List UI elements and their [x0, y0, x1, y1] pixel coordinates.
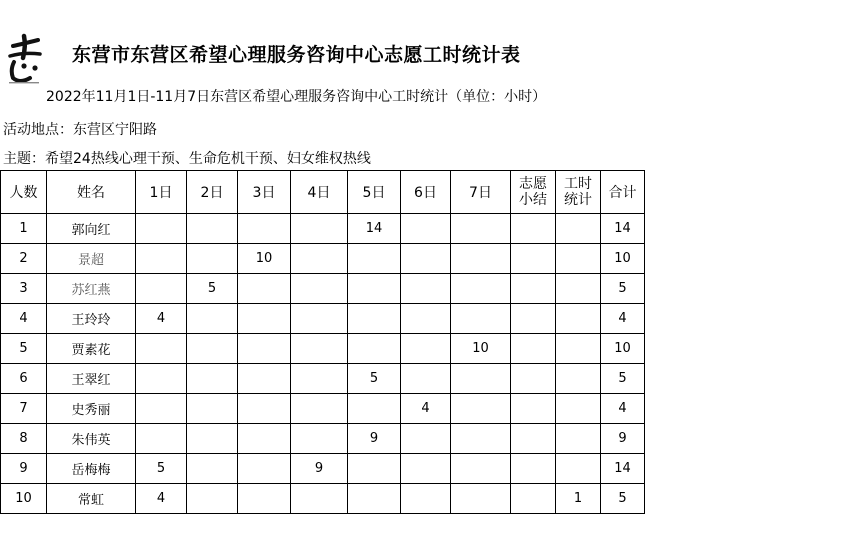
- cell-total: 4: [601, 394, 645, 424]
- cell-count: 1: [1, 214, 47, 244]
- cell-day5: [348, 244, 401, 274]
- cell-day7: [451, 274, 511, 304]
- cell-day5: [348, 394, 401, 424]
- cell-day6: 4: [401, 394, 451, 424]
- cell-day7: [451, 424, 511, 454]
- col-header-day2: 2日: [187, 171, 238, 214]
- cell-day3: [238, 214, 291, 244]
- col-header-day4: 4日: [291, 171, 348, 214]
- cell-hours: [556, 214, 601, 244]
- cell-summary: [511, 394, 556, 424]
- cell-summary: [511, 214, 556, 244]
- table-row: [1, 394, 645, 424]
- cell-day1: [136, 364, 187, 394]
- cell-name: 贾素花: [47, 334, 136, 364]
- cell-name: 王玲玲: [47, 304, 136, 334]
- table-row: [1, 214, 645, 244]
- table-row: [1, 304, 645, 334]
- cell-name: 景超: [47, 244, 136, 274]
- cell-day3: [238, 334, 291, 364]
- cell-day5: 14: [348, 214, 401, 244]
- table-header-row: [1, 171, 645, 214]
- cell-day3: [238, 394, 291, 424]
- cell-day4: [291, 334, 348, 364]
- cell-day5: [348, 454, 401, 484]
- cell-day4: [291, 304, 348, 334]
- cell-day7: [451, 214, 511, 244]
- cell-summary: [511, 454, 556, 484]
- cell-hours: [556, 274, 601, 304]
- cell-count: 8: [1, 424, 47, 454]
- cell-day4: [291, 424, 348, 454]
- cell-count: 10: [1, 484, 47, 514]
- table-row: [1, 334, 645, 364]
- cell-total: 5: [601, 274, 645, 304]
- cell-day1: 4: [136, 484, 187, 514]
- volunteer-logo-icon: [4, 32, 46, 86]
- cell-name: 朱伟英: [47, 424, 136, 454]
- cell-day2: [187, 364, 238, 394]
- table-row: [1, 424, 645, 454]
- cell-day6: [401, 424, 451, 454]
- cell-day6: [401, 334, 451, 364]
- cell-total: 9: [601, 424, 645, 454]
- cell-name: 岳梅梅: [47, 454, 136, 484]
- col-header-day5: 5日: [348, 171, 401, 214]
- cell-hours: [556, 304, 601, 334]
- cell-day2: 5: [187, 274, 238, 304]
- cell-day2: [187, 214, 238, 244]
- cell-count: 4: [1, 304, 47, 334]
- cell-summary: [511, 274, 556, 304]
- cell-day6: [401, 454, 451, 484]
- cell-hours: [556, 424, 601, 454]
- cell-day1: [136, 274, 187, 304]
- page-title: 东营市东营区希望心理服务咨询中心志愿工时统计表: [72, 44, 521, 66]
- cell-day5: [348, 304, 401, 334]
- cell-day3: [238, 454, 291, 484]
- col-header-total: 合计: [601, 171, 645, 214]
- cell-day6: [401, 304, 451, 334]
- cell-day4: [291, 364, 348, 394]
- cell-count: 6: [1, 364, 47, 394]
- table-row: [1, 274, 645, 304]
- cell-day2: [187, 334, 238, 364]
- cell-day7: [451, 304, 511, 334]
- cell-day2: [187, 454, 238, 484]
- cell-count: 7: [1, 394, 47, 424]
- cell-day3: [238, 304, 291, 334]
- cell-day6: [401, 274, 451, 304]
- cell-day5: [348, 274, 401, 304]
- cell-day3: 10: [238, 244, 291, 274]
- cell-total: 14: [601, 214, 645, 244]
- col-header-day3: 3日: [238, 171, 291, 214]
- cell-day4: [291, 394, 348, 424]
- cell-day4: [291, 484, 348, 514]
- cell-total: 14: [601, 454, 645, 484]
- cell-hours: [556, 364, 601, 394]
- volunteer-hours-table: [0, 170, 645, 514]
- table-row: [1, 484, 645, 514]
- cell-day1: [136, 394, 187, 424]
- cell-summary: [511, 364, 556, 394]
- col-header-day7: 7日: [451, 171, 511, 214]
- cell-day7: 10: [451, 334, 511, 364]
- cell-name: 王翠红: [47, 364, 136, 394]
- cell-day3: [238, 364, 291, 394]
- cell-hours: [556, 244, 601, 274]
- activity-location: 活动地点：东营区宁阳路: [3, 122, 157, 138]
- cell-day5: [348, 334, 401, 364]
- cell-hours: [556, 394, 601, 424]
- cell-day2: [187, 394, 238, 424]
- cell-summary: [511, 424, 556, 454]
- cell-day7: [451, 484, 511, 514]
- cell-day1: [136, 214, 187, 244]
- table-row: [1, 364, 645, 394]
- cell-day5: 9: [348, 424, 401, 454]
- cell-total: 5: [601, 484, 645, 514]
- activity-theme: 主题：希望24热线心理干预、生命危机干预、妇女维权热线: [3, 151, 371, 167]
- cell-day6: [401, 484, 451, 514]
- table-row: [1, 454, 645, 484]
- cell-count: 9: [1, 454, 47, 484]
- col-header-count: 人数: [1, 171, 47, 214]
- cell-summary: [511, 244, 556, 274]
- cell-day7: [451, 454, 511, 484]
- cell-summary: [511, 484, 556, 514]
- cell-summary: [511, 304, 556, 334]
- cell-total: 4: [601, 304, 645, 334]
- cell-day3: [238, 424, 291, 454]
- cell-day7: [451, 394, 511, 424]
- cell-day1: [136, 334, 187, 364]
- cell-day6: [401, 214, 451, 244]
- cell-day7: [451, 244, 511, 274]
- cell-day3: [238, 484, 291, 514]
- cell-day3: [238, 274, 291, 304]
- cell-day2: [187, 484, 238, 514]
- cell-day5: 5: [348, 364, 401, 394]
- col-header-day1: 1日: [136, 171, 187, 214]
- cell-name: 史秀丽: [47, 394, 136, 424]
- cell-name: 常虹: [47, 484, 136, 514]
- cell-total: 10: [601, 334, 645, 364]
- col-header-summary: 志愿 小结: [511, 171, 556, 214]
- table-row: [1, 244, 645, 274]
- cell-name: 苏红燕: [47, 274, 136, 304]
- cell-hours: 1: [556, 484, 601, 514]
- cell-day1: [136, 424, 187, 454]
- col-header-day6: 6日: [401, 171, 451, 214]
- col-header-name: 姓名: [47, 171, 136, 214]
- cell-name: 郭向红: [47, 214, 136, 244]
- cell-count: 3: [1, 274, 47, 304]
- cell-day2: [187, 244, 238, 274]
- cell-day6: [401, 244, 451, 274]
- cell-day1: 5: [136, 454, 187, 484]
- col-header-hours: 工时 统计: [556, 171, 601, 214]
- cell-day2: [187, 424, 238, 454]
- cell-hours: [556, 454, 601, 484]
- cell-count: 2: [1, 244, 47, 274]
- cell-day1: 4: [136, 304, 187, 334]
- cell-summary: [511, 334, 556, 364]
- cell-count: 5: [1, 334, 47, 364]
- cell-day4: 9: [291, 454, 348, 484]
- cell-day4: [291, 274, 348, 304]
- cell-day7: [451, 364, 511, 394]
- cell-day6: [401, 364, 451, 394]
- cell-total: 5: [601, 364, 645, 394]
- cell-hours: [556, 334, 601, 364]
- cell-day5: [348, 484, 401, 514]
- report-subtitle: 2022年11月1日-11月7日东营区希望心理服务咨询中心工时统计（单位：小时）: [46, 89, 547, 105]
- cell-day1: [136, 244, 187, 274]
- cell-total: 10: [601, 244, 645, 274]
- cell-day4: [291, 244, 348, 274]
- cell-day2: [187, 304, 238, 334]
- cell-day4: [291, 214, 348, 244]
